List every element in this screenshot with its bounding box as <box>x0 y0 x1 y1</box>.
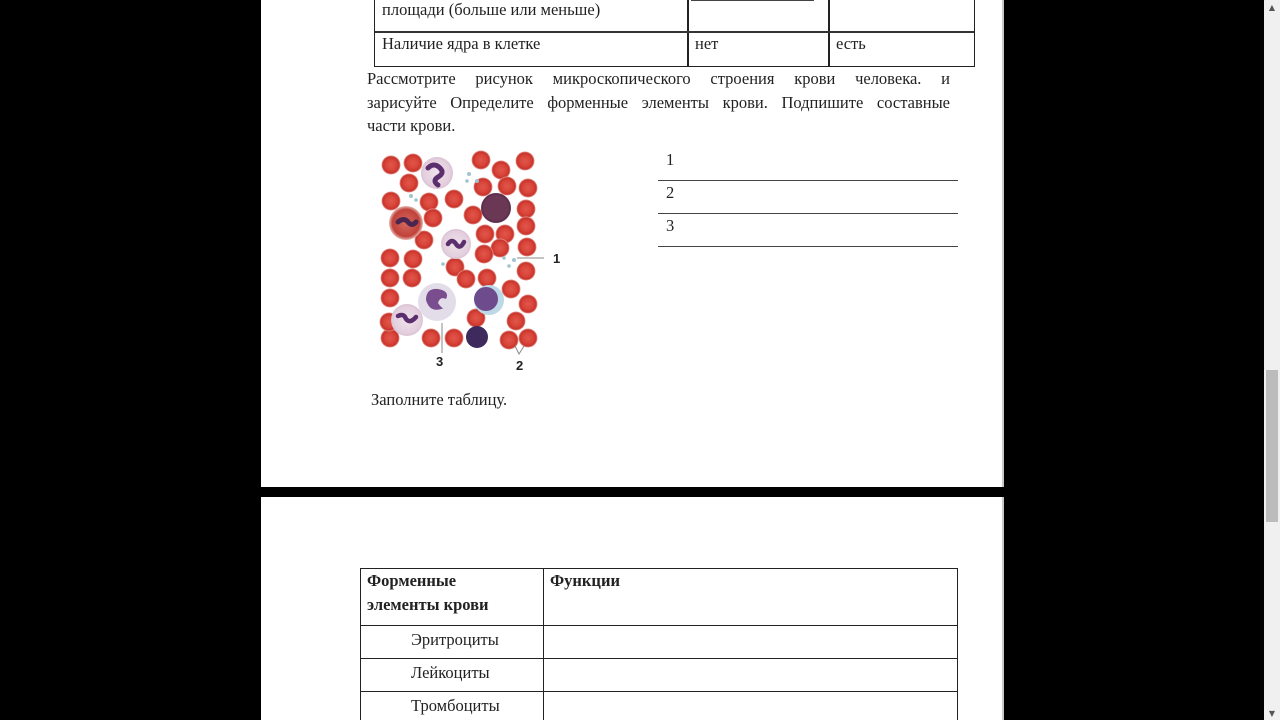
callout-label-3: 3 <box>436 354 444 369</box>
red-blood-cell <box>445 329 464 348</box>
table-row <box>361 659 958 692</box>
blood-elements-table <box>360 568 958 720</box>
red-blood-cell <box>381 249 400 268</box>
eosinophil-cell <box>389 206 423 240</box>
callout-label-2: 2 <box>516 358 524 373</box>
document-page-2 <box>261 497 1004 720</box>
answer-line-number: 2 <box>666 183 675 202</box>
small-lymphocyte-cell <box>466 326 488 348</box>
document-page-1 <box>261 0 1004 487</box>
red-blood-cell <box>502 280 521 299</box>
red-blood-cell <box>476 225 495 244</box>
red-blood-cell <box>517 262 536 281</box>
table-header-row <box>361 569 958 626</box>
red-blood-cell <box>517 200 536 219</box>
table-row <box>361 692 958 720</box>
instruction-line: зарисуйте Определите форменные элементы крови. Подпишите составные <box>367 92 950 112</box>
table-row <box>361 626 958 659</box>
fill-in-underline <box>691 0 814 1</box>
scroll-up-arrow-icon[interactable]: ▲ <box>1268 2 1276 12</box>
header-cell-elements <box>361 569 544 626</box>
red-blood-cell <box>403 269 422 288</box>
table-cell-value: есть <box>836 34 866 53</box>
header-cell-functions: Функции <box>544 569 958 626</box>
basophil-cell <box>481 193 511 223</box>
red-blood-cell <box>475 245 494 264</box>
red-blood-cell <box>464 206 483 225</box>
element-cell: Лейкоциты <box>361 659 544 692</box>
element-cell: Тромбоциты <box>361 692 544 720</box>
scrollbar-thumb[interactable] <box>1266 370 1278 522</box>
answer-line-3[interactable] <box>658 214 958 247</box>
red-blood-cell <box>404 250 423 269</box>
callout-line-2 <box>515 346 524 354</box>
red-blood-cell <box>422 329 441 348</box>
instruction-line: части крови. <box>367 116 456 135</box>
red-blood-cell <box>424 209 443 228</box>
answer-lines <box>658 148 958 247</box>
monocyte-cell <box>418 283 456 321</box>
red-blood-cell <box>382 192 401 211</box>
red-blood-cell <box>498 177 517 196</box>
red-blood-cell <box>516 152 535 171</box>
scroll-down-arrow-icon[interactable]: ▼ <box>1268 708 1276 718</box>
red-blood-cell <box>519 179 538 198</box>
answer-line-1[interactable] <box>658 148 958 181</box>
red-blood-cell <box>478 269 497 288</box>
red-blood-cell <box>381 289 400 308</box>
table-cell-value: нет <box>695 34 719 53</box>
red-blood-cell <box>507 312 526 331</box>
table-column-divider <box>687 0 689 66</box>
blood-smear-illustration-icon <box>376 148 571 378</box>
red-blood-cell <box>519 329 538 348</box>
red-blood-cell <box>445 190 464 209</box>
instruction-line: Рассмотрите рисунок микроскопического строения крови человека. и <box>367 69 950 88</box>
comparison-table <box>374 0 975 67</box>
instruction-paragraph <box>367 67 950 138</box>
element-cell: Эритроциты <box>361 626 544 659</box>
header-text: Форменные <box>367 571 457 590</box>
red-blood-cell <box>457 270 476 289</box>
neutrophil-cell <box>391 304 423 336</box>
callout-label-1: 1 <box>553 251 561 266</box>
header-text: элементы крови <box>367 594 489 614</box>
red-blood-cell <box>517 217 536 236</box>
answer-line-number: 3 <box>666 216 675 235</box>
red-blood-cell <box>400 174 419 193</box>
lymphocyte-cell <box>474 285 504 315</box>
fill-table-prompt: Заполните таблицу. <box>371 390 508 409</box>
red-blood-cell <box>382 156 401 175</box>
red-blood-cell <box>404 154 423 173</box>
answer-line-2[interactable] <box>658 181 958 214</box>
red-blood-cell <box>519 295 538 314</box>
vertical-scrollbar[interactable] <box>1264 0 1280 720</box>
table-column-divider <box>828 0 830 66</box>
function-cell[interactable] <box>544 659 958 692</box>
neutrophil-cell <box>441 229 471 259</box>
answer-line-number: 1 <box>666 150 675 169</box>
red-blood-cell <box>381 269 400 288</box>
red-blood-cell <box>472 151 491 170</box>
function-cell[interactable] <box>544 692 958 720</box>
table-cell-label: Наличие ядра в клетке <box>382 34 541 53</box>
red-blood-cell <box>420 193 439 212</box>
table-cell-label: площади (больше или меньше) <box>382 0 601 19</box>
red-blood-cell <box>518 238 537 257</box>
neutrophil-cell <box>421 157 453 189</box>
function-cell[interactable] <box>544 626 958 659</box>
